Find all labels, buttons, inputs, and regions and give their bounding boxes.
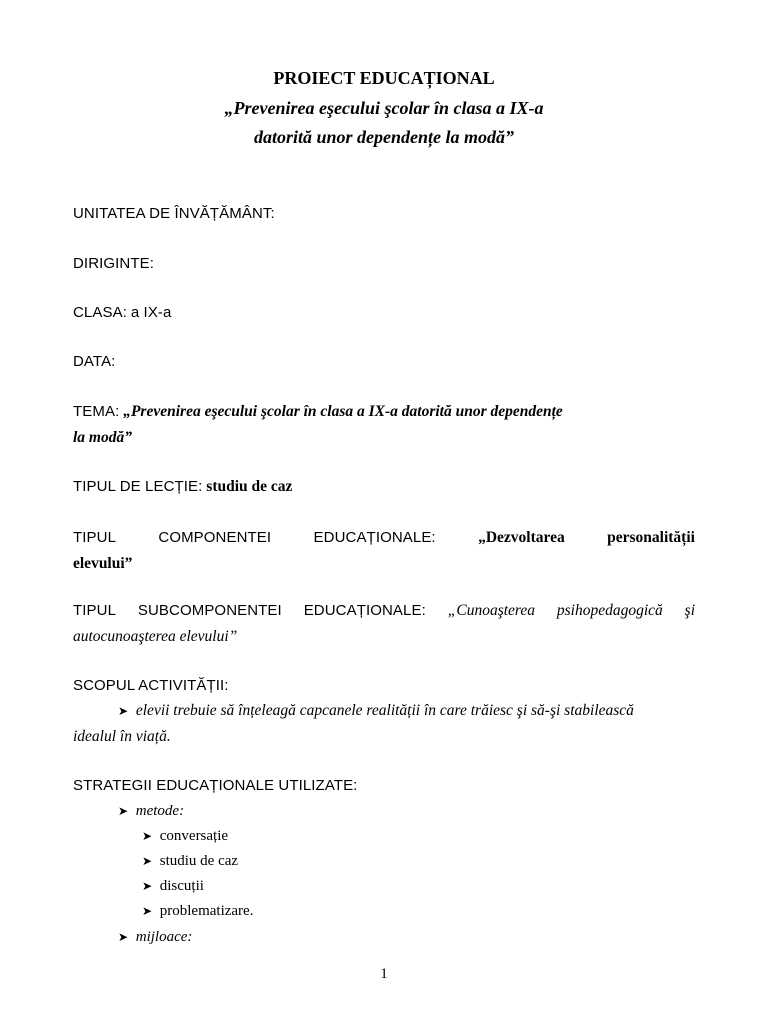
list-item	[142, 823, 228, 849]
clasa-value: a IX-a	[130, 304, 172, 321]
arrow-bullet-icon: ➤	[118, 704, 129, 718]
field-data	[73, 349, 695, 375]
arrow-bullet-icon: ➤	[118, 930, 129, 944]
tipul-comp-word: „Dezvoltarea	[478, 529, 565, 546]
field-tipul-componentei	[73, 525, 695, 577]
clasa-label: CLASA:	[73, 304, 127, 321]
list-item	[142, 898, 253, 924]
field-diriginte	[73, 251, 695, 277]
mijloace-list-header	[118, 924, 192, 950]
page-number: 1	[380, 966, 388, 982]
mijloace-label: mijloace:	[135, 929, 193, 945]
field-scopul	[73, 673, 695, 699]
list-item	[142, 873, 204, 899]
arrow-bullet-icon: ➤	[142, 904, 153, 918]
tipul-comp-word: personalității	[607, 529, 695, 546]
document-subtitle-line1: „Prevenirea eşecului şcolar în clasa a IX-a	[224, 98, 544, 118]
field-tema	[73, 399, 695, 451]
field-tipul-subcomponentei	[73, 598, 695, 650]
field-clasa	[73, 300, 695, 326]
tipul-lectie-value: studiu de caz	[206, 478, 293, 495]
tipul-subcomp-word: psihopedagogică	[556, 602, 663, 619]
arrow-bullet-icon: ➤	[142, 879, 153, 893]
document-subtitle-line2: datorită unor dependențe la modă”	[253, 127, 514, 147]
tipul-lectie-label: TIPUL DE LECȚIE:	[73, 478, 203, 495]
strategii-label: STRATEGII EDUCAȚIONALE UTILIZATE:	[73, 777, 358, 794]
tema-value-line2: la modă”	[73, 429, 132, 446]
tipul-subcomp-word: şi	[684, 602, 695, 619]
scopul-label: SCOPUL ACTIVITĂȚII:	[73, 677, 229, 694]
metode-list-header	[118, 798, 184, 824]
field-tipul-lectie	[73, 474, 695, 500]
metode-item: studiu de caz	[159, 853, 239, 869]
scopul-item-line1: elevii trebuie să înțeleagă capcanele realității în care trăiesc şi să-şi stabilească	[135, 702, 634, 719]
metode-item: discuții	[159, 878, 204, 894]
field-strategii	[73, 773, 695, 799]
tipul-subcomp-word: „Cunoaşterea	[447, 602, 535, 619]
field-unitatea	[73, 201, 695, 227]
tipul-subcomp-line2: autocunoaşterea elevului”	[73, 628, 238, 645]
tipul-subcomp-word: SUBCOMPONENTEI	[137, 602, 282, 619]
arrow-bullet-icon: ➤	[118, 804, 129, 818]
scopul-item-line2: idealul în viață.	[73, 728, 171, 745]
metode-item: problematizare.	[159, 903, 254, 919]
tema-value-line1: „Prevenirea eşecului şcolar în clasa a IX-a datorită unor dependențe	[123, 403, 563, 420]
metode-label: metode:	[135, 803, 185, 819]
tipul-subcomp-word: TIPUL	[73, 602, 117, 619]
unitatea-label: UNITATEA DE ÎNVĂȚĂMÂNT:	[73, 205, 275, 222]
list-item	[142, 848, 238, 874]
tema-label: TEMA:	[73, 403, 120, 420]
scopul-item	[73, 698, 695, 750]
diriginte-label: DIRIGINTE:	[73, 255, 155, 272]
tipul-comp-word: EDUCAȚIONALE:	[313, 529, 436, 546]
tipul-comp-word: COMPONENTEI	[158, 529, 272, 546]
tipul-comp-word: TIPUL	[73, 529, 117, 546]
data-label: DATA:	[73, 353, 116, 370]
document-title: PROIECT EDUCAȚIONAL	[273, 68, 495, 88]
arrow-bullet-icon: ➤	[142, 829, 153, 843]
tipul-subcomp-word: EDUCAȚIONALE:	[303, 602, 426, 619]
tipul-comp-line2: elevului”	[73, 555, 133, 572]
metode-item: conversație	[159, 828, 229, 844]
arrow-bullet-icon: ➤	[142, 854, 153, 868]
